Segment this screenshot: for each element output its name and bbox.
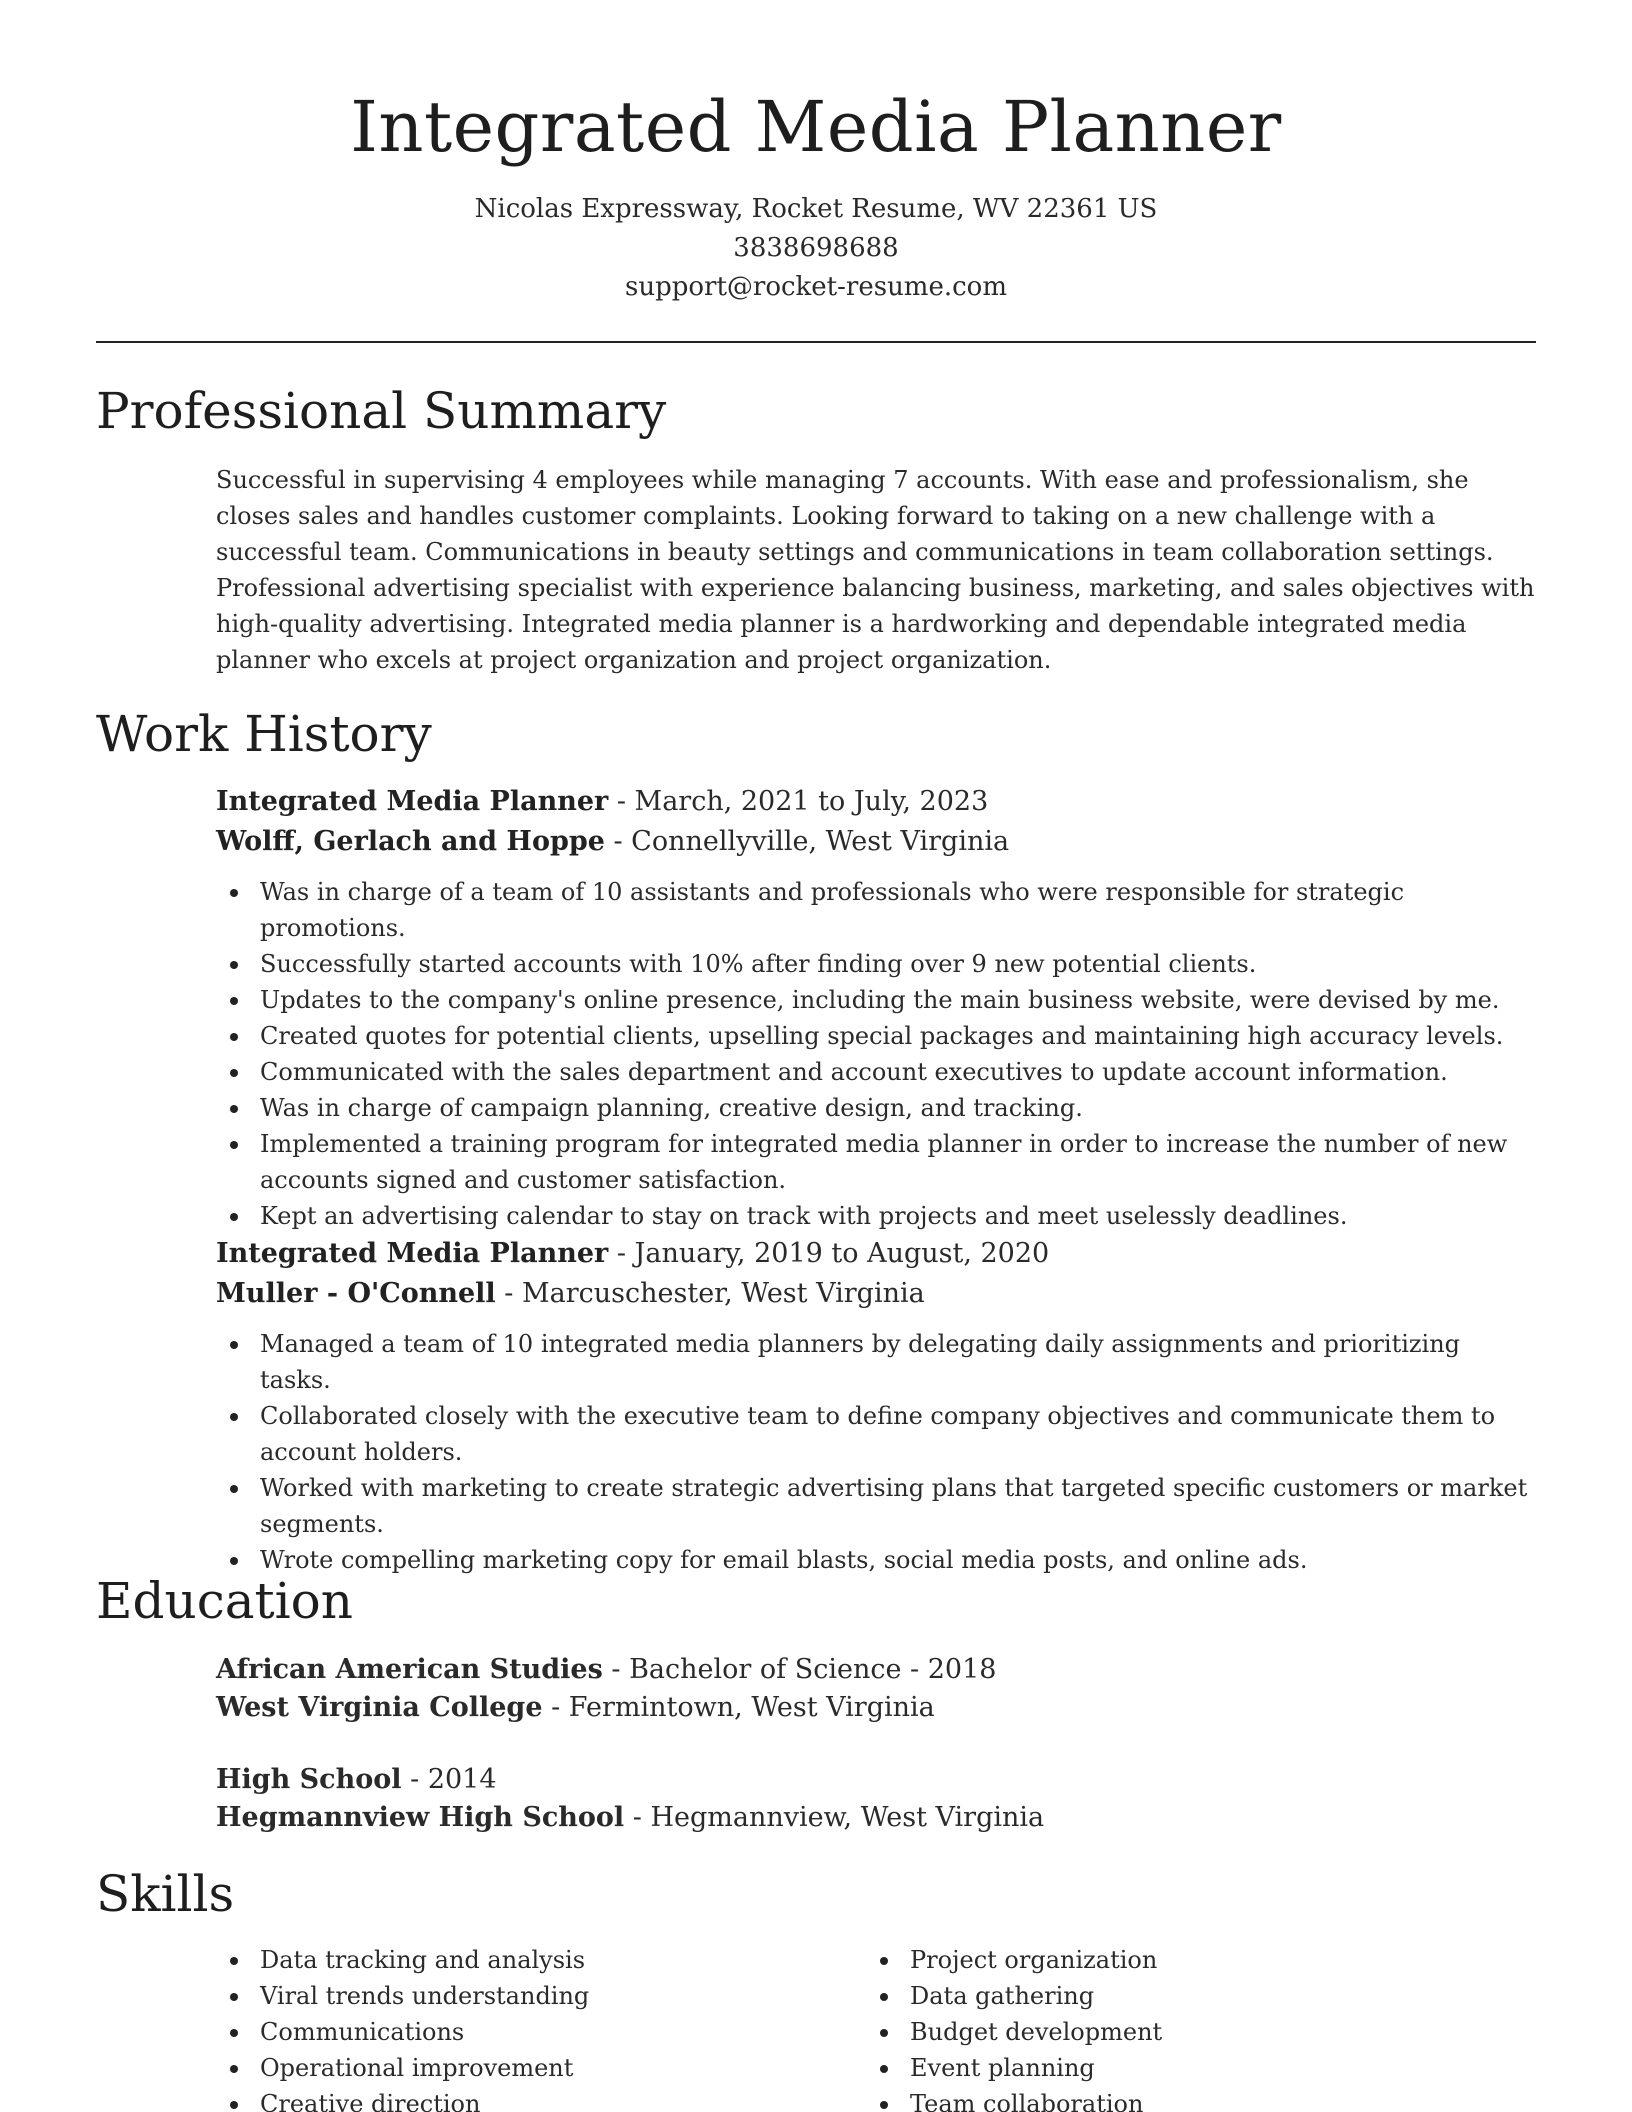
skills-list-right bbox=[866, 1942, 1516, 2112]
education-school: West Virginia College bbox=[216, 1692, 543, 1723]
job-company: Muller - O'Connell bbox=[216, 1278, 496, 1309]
education-heading: Education bbox=[96, 1572, 353, 1630]
education-school: Hegmannview High School bbox=[216, 1802, 625, 1833]
job-title: Integrated Media Planner bbox=[216, 1238, 609, 1269]
list-item: Operational improvement bbox=[216, 2050, 866, 2086]
education-detail: - Bachelor of Science - 2018 bbox=[602, 1654, 997, 1685]
job-location: - Marcuschester, West Virginia bbox=[495, 1278, 925, 1309]
education-school-line bbox=[216, 1689, 1536, 1727]
list-item: Collaborated closely with the executive team to define company objectives and communicate them to account holders. bbox=[216, 1398, 1536, 1470]
resume-name: Integrated Media Planner bbox=[350, 86, 1282, 168]
list-item: Creative direction bbox=[216, 2086, 866, 2112]
education-degree-line bbox=[216, 1761, 1536, 1799]
skills-heading: Skills bbox=[96, 1865, 235, 1923]
job-title: Integrated Media Planner bbox=[216, 786, 609, 817]
education-entry-2 bbox=[216, 1761, 1536, 1837]
work-history-heading: Work History bbox=[96, 705, 432, 763]
list-item: Communicated with the sales department and account executives to update account information. bbox=[216, 1054, 1536, 1090]
list-item: Updates to the company's online presence, including the main business website, were devised by me. bbox=[216, 982, 1536, 1018]
job-entry-1 bbox=[216, 782, 1536, 1234]
contact-block bbox=[0, 190, 1632, 307]
list-item: Managed a team of 10 integrated media planners by delegating daily assignments and prioritizing tasks. bbox=[216, 1326, 1536, 1398]
job-company-line bbox=[216, 1274, 1536, 1314]
education-entry-1 bbox=[216, 1651, 1536, 1727]
education-location: - Hegmannview, West Virginia bbox=[624, 1802, 1045, 1833]
job-title-line bbox=[216, 782, 1536, 822]
list-item: Viral trends understanding bbox=[216, 1978, 866, 2014]
list-item: Budget development bbox=[866, 2014, 1516, 2050]
list-item: Was in charge of campaign planning, creative design, and tracking. bbox=[216, 1090, 1536, 1126]
job-location: - Connellyville, West Virginia bbox=[604, 826, 1010, 857]
list-item: Successfully started accounts with 10% after finding over 9 new potential clients. bbox=[216, 946, 1536, 982]
list-item: Data tracking and analysis bbox=[216, 1942, 866, 1978]
summary-text: Successful in supervising 4 employees while managing 7 accounts. With ease and professionalism, she closes sales and handles customer complaints. Looking forward to taking on a new challenge with a successful team. Communications in beauty settings and communications in team collaboration settings. Professional advertising specialist with experience balancing business, marketing, and sales objectives with high-quality advertising. Integrated media planner is a hardworking and dependable integrated media planner who excels at project organization and project organization. bbox=[216, 466, 1535, 674]
education-detail: - 2014 bbox=[401, 1764, 497, 1795]
header-divider bbox=[96, 341, 1536, 343]
education-school-line bbox=[216, 1799, 1536, 1837]
contact-phone: 3838698688 bbox=[733, 233, 899, 263]
summary-heading: Professional Summary bbox=[96, 382, 667, 440]
contact-email[interactable]: support@rocket-resume.com bbox=[624, 272, 1007, 302]
list-item: Was in charge of a team of 10 assistants and professionals who were responsible for strategic promotions. bbox=[216, 874, 1536, 946]
contact-address: Nicolas Expressway, Rocket Resume, WV 22361 US bbox=[474, 194, 1158, 224]
job-company-line bbox=[216, 822, 1536, 862]
list-item: Wrote compelling marketing copy for email blasts, social media posts, and online ads. bbox=[216, 1542, 1536, 1578]
skills-columns bbox=[216, 1930, 1536, 2112]
job-bullets bbox=[216, 1326, 1536, 1578]
list-item: Communications bbox=[216, 2014, 866, 2050]
education-degree-line bbox=[216, 1651, 1536, 1689]
list-item: Event planning bbox=[866, 2050, 1516, 2086]
list-item: Project organization bbox=[866, 1942, 1516, 1978]
education-location: - Fermintown, West Virginia bbox=[542, 1692, 935, 1723]
job-bullets bbox=[216, 874, 1536, 1234]
skills-list-left bbox=[216, 1942, 866, 2112]
education-field: High School bbox=[216, 1764, 402, 1795]
education-field: African American Studies bbox=[216, 1654, 603, 1685]
skills-section bbox=[216, 1930, 1536, 2112]
job-company: Wolff, Gerlach and Hoppe bbox=[216, 826, 605, 857]
job-dates: - January, 2019 to August, 2020 bbox=[608, 1238, 1050, 1269]
resume-header bbox=[0, 82, 1632, 307]
list-item: Worked with marketing to create strategic advertising plans that targeted specific customers or market segments. bbox=[216, 1470, 1536, 1542]
list-item: Created quotes for potential clients, upselling special packages and maintaining high accuracy levels. bbox=[216, 1018, 1536, 1054]
list-item: Kept an advertising calendar to stay on track with projects and meet uselessly deadlines. bbox=[216, 1198, 1536, 1234]
job-title-line bbox=[216, 1234, 1536, 1274]
summary-section bbox=[216, 462, 1536, 678]
list-item: Implemented a training program for integrated media planner in order to increase the number of new accounts signed and customer satisfaction. bbox=[216, 1126, 1536, 1198]
list-item: Data gathering bbox=[866, 1978, 1516, 2014]
job-entry-2 bbox=[216, 1234, 1536, 1578]
job-dates: - March, 2021 to July, 2023 bbox=[608, 786, 989, 817]
list-item: Team collaboration bbox=[866, 2086, 1516, 2112]
